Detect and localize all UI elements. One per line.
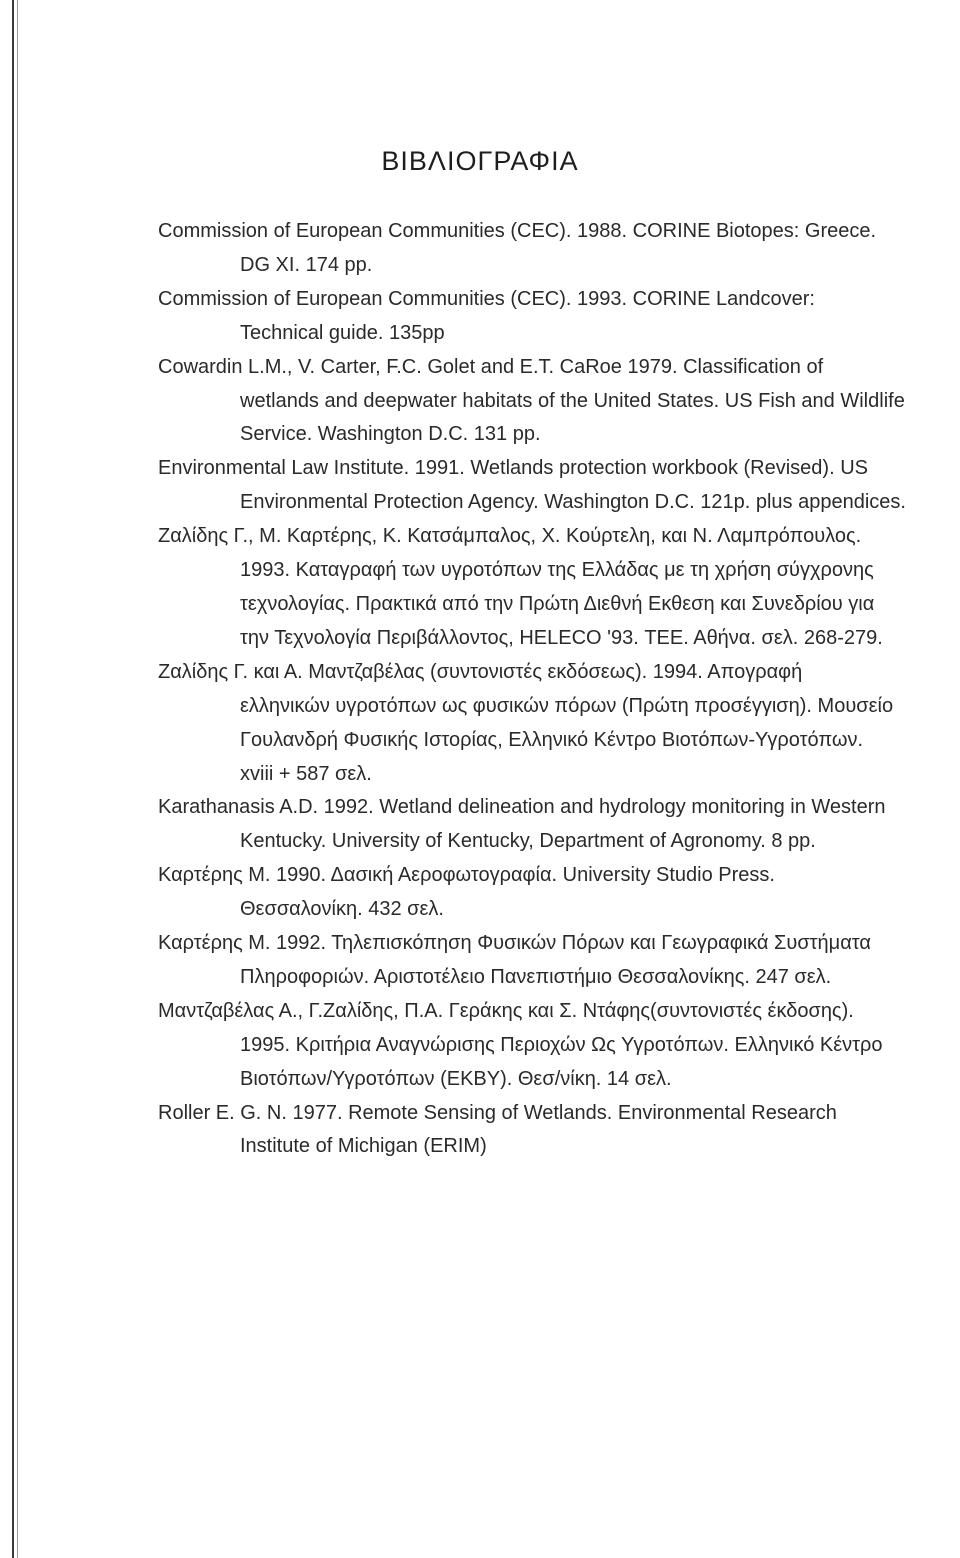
reference-continuation-line: Πληροφοριών. Αριστοτέλειο Πανεπιστήμιο Θεσσαλονίκης. 247 σελ. [240,965,832,988]
scan-edge-line [12,0,14,1558]
reference-first-line: Roller E. G. N. 1977. Remote Sensing of Wetlands. Environmental Research [158,1101,837,1124]
reference-entry [158,520,958,656]
reference-first-line: Καρτέρης Μ. 1990. Δασική Αεροφωτογραφία. University Studio Press. [158,864,775,887]
reference-first-line: Karathanasis A.D. 1992. Wetland delineation and hydrology monitoring in Western [158,796,886,819]
reference-continuation-line: την Τεχνολογία Περιβάλλοντος, HELECO '93. ΤΕΕ. Αθήνα. σελ. 268-279. [240,626,883,649]
reference-continuation-line: Θεσσαλονίκη. 432 σελ. [240,898,444,921]
reference-entry [158,452,958,520]
reference-continuation-line: DG XI. 174 pp. [240,253,373,276]
reference-entry [158,351,958,453]
reference-entry [158,791,958,859]
reference-first-line: Environmental Law Institute. 1991. Wetlands protection workbook (Revised). US [158,457,868,480]
reference-first-line: Καρτέρης Μ. 1992. Τηλεπισκόπηση Φυσικών Πόρων και Γεωγραφικά Συστήματα [158,932,871,955]
reference-first-line: Commission of European Communities (CEC). 1988. CORINE Biotopes: Greece. [158,220,877,242]
reference-entry [158,283,958,351]
reference-entry [158,859,958,927]
reference-continuation-line: ελληνικών υγροτόπων ως φυσικών πόρων (Πρώτη προσέγγιση). Μουσείο [240,694,894,717]
reference-entry [158,656,958,792]
page-title: ΒΙΒΛΙΟΓΡΑΦΙΑ [381,146,579,176]
reference-first-line: Μαντζαβέλας Α., Γ.Ζαλίδης, Π.Α. Γεράκης και Σ. Ντάφης(συντονιστές έκδοσης). [158,999,854,1022]
reference-entry [158,927,958,995]
reference-list [158,215,958,1164]
reference-continuation-line: Γουλανδρή Φυσικής Ιστορίας, Ελληνικό Κέντρο Βιοτόπων-Υγροτόπων. [240,728,864,751]
reference-continuation-line: Βιοτόπων/Υγροτόπων (ΕΚΒΥ). Θεσ/νίκη. 14 σελ. [240,1067,672,1090]
reference-continuation-line: 1995. Κριτήρια Αναγνώρισης Περιοχών Ως Υγροτόπων. Ελληνικό Κέντρο [240,1033,883,1056]
reference-first-line: Cowardin L.M., V. Carter, F.C. Golet and E.T. CaRoe 1979. Classification of [158,355,824,378]
reference-entry [158,1097,958,1165]
reference-continuation-line: Kentucky. University of Kentucky, Department of Agronomy. 8 pp. [240,830,816,853]
reference-first-line: Ζαλίδης Γ., Μ. Καρτέρης, Κ. Κατσάμπαλος, Χ. Κούρτελη, και Ν. Λαμπρόπουλος. [158,525,862,548]
scan-edge-shadow [17,0,18,1558]
reference-first-line: Ζαλίδης Γ. και Α. Μαντζαβέλας (συντονιστές εκδόσεως). 1994. Απογραφή [158,660,803,683]
reference-first-line: Commission of European Communities (CEC). 1993. CORINE Landcover: [158,287,815,310]
reference-continuation-line: 1993. Καταγραφή των υγροτόπων της Ελλάδας με τη χρήση σύγχρονης [240,559,874,582]
reference-continuation-line: Environmental Protection Agency. Washington D.C. 121p. plus appendices. [240,491,906,514]
reference-continuation-line: wetlands and deepwater habitats of the United States. US Fish and Wildlife [240,389,905,412]
reference-entry [158,215,958,283]
reference-continuation-line: Institute of Michigan (ERIM) [240,1135,487,1158]
reference-continuation-line: xviii + 587 σελ. [240,762,372,785]
reference-continuation-line: τεχνολογίας. Πρακτικά από την Πρώτη Διεθνή Εκθεση και Συνεδρίου για [240,592,875,615]
reference-entry [158,995,958,1097]
reference-continuation-line: Technical guide. 135pp [240,321,445,344]
reference-continuation-line: Service. Washington D.C. 131 pp. [240,423,541,446]
